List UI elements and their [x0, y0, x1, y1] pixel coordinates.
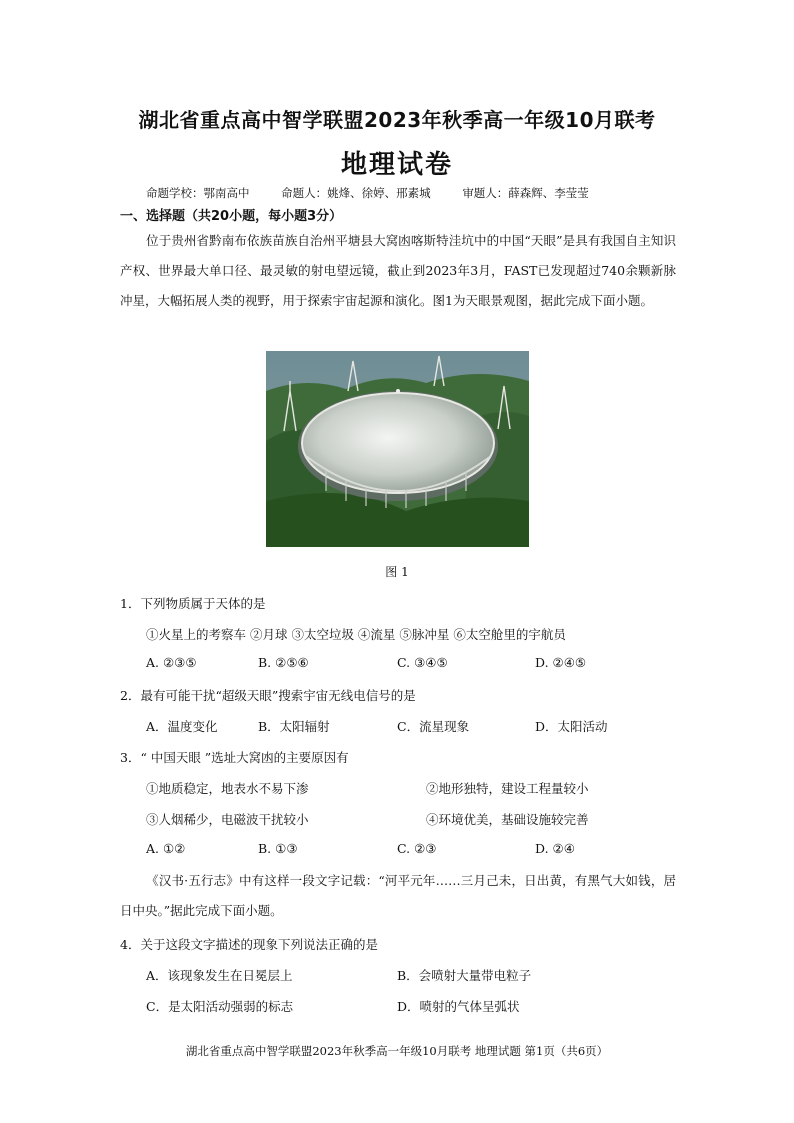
intro-paragraph-1 [120, 226, 676, 316]
q3-option-c: C. ②③ [397, 841, 437, 856]
intro-paragraph-2 [120, 866, 676, 926]
author-line [146, 185, 617, 201]
telescope-illustration [266, 351, 529, 547]
q1-option-c: C. ③④⑤ [397, 655, 448, 670]
q3-item-2: ②地形独特，建设工程量较小 [426, 781, 589, 796]
q3-item-4: ④环境优美，基础设施较完善 [426, 812, 589, 827]
page-footer: 湖北省重点高中智学联盟2023年秋季高一年级10月联考 地理试题 第1页（共6页） [185, 1044, 609, 1058]
section-heading: 一、选择题（共20小题，每小题3分） [120, 209, 343, 224]
q1-option-b: B. ②⑤⑥ [258, 655, 309, 670]
setting-school: 命题学校：鄂南高中 [146, 186, 250, 200]
q4-option-d: D．喷射的气体呈弧状 [397, 999, 520, 1014]
question-1-stem: 1．下列物质属于天体的是 [120, 596, 266, 611]
question-1-items: ①火星上的考察车 ②月球 ③太空垃圾 ④流星 ⑤脉冲星 ⑥太空舱里的宇航员 [146, 627, 566, 642]
q2-option-d: D．太阳活动 [535, 719, 608, 734]
q3-option-a: A. ①② [146, 841, 186, 856]
q3-option-d: D. ②④ [535, 841, 575, 856]
question-3-stem: 3．“ 中国天眼 ”选址大窝凼的主要原因有 [120, 750, 349, 765]
question-2-stem: 2．最有可能干扰“超级天眼”搜索宇宙无线电信号的是 [120, 688, 416, 703]
reviewers: 审题人：薛森辉、李莹莹 [462, 186, 589, 200]
fast-telescope-image [266, 351, 529, 547]
exam-title: 湖北省重点高中智学联盟2023年秋季高一年级10月联考 [138, 108, 656, 132]
intro-text-2: 《汉书·五行志》中有这样一段文字记载：“河平元年……三月己未，日出黄，有黑气大如钱，居日中央。”据此完成下面小题。 [120, 873, 676, 918]
q3-option-b: B. ①③ [258, 841, 298, 856]
exam-subject: 地理试卷 [340, 150, 453, 180]
q1-option-d: D. ②④⑤ [535, 655, 587, 670]
figure-caption: 图 1 [385, 565, 409, 579]
q4-option-b: B．会喷射大量带电粒子 [397, 968, 532, 983]
q4-option-c: C．是太阳活动强弱的标志 [146, 999, 294, 1014]
q3-item-3: ③人烟稀少，电磁波干扰较小 [146, 812, 309, 827]
question-setters: 命题人：姚烽、徐婷、邢素城 [281, 186, 431, 200]
question-4-stem: 4．关于这段文字描述的现象下列说法正确的是 [120, 937, 378, 952]
q1-option-a: A. ②③⑤ [146, 655, 197, 670]
q2-option-a: A．温度变化 [146, 719, 218, 734]
intro-text-1: 位于贵州省黔南布依族苗族自治州平塘县大窝凼喀斯特洼坑中的中国“天眼”是具有我国自主知识产权、世界最大单口径、最灵敏的射电望远镜，截止到2023年3月，FAST已发现超过740余颗新脉冲星，大幅拓展人类的视野，用于探索宇宙起源和演化。图1为天眼景观图，据此完成下面小题。 [120, 233, 676, 308]
q3-item-1: ①地质稳定，地表水不易下渗 [146, 781, 309, 796]
q2-option-b: B．太阳辐射 [258, 719, 330, 734]
q4-option-a: A．该现象发生在日冕层上 [146, 968, 293, 983]
q2-option-c: C．流星现象 [397, 719, 470, 734]
